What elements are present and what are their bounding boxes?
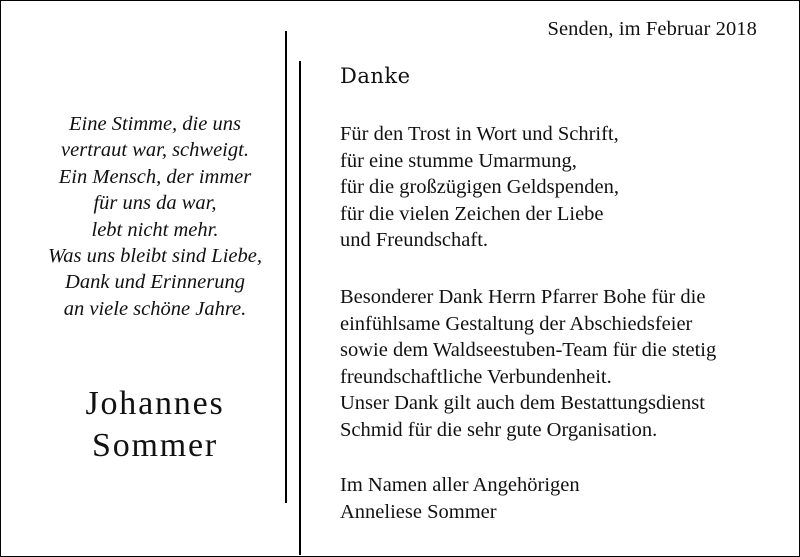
first-name: Johannes — [85, 385, 225, 422]
poem-line: für uns da war, — [93, 192, 217, 215]
signature-line: Im Namen aller Angehörigen — [340, 474, 580, 496]
paragraph-special-thanks — [340, 284, 716, 443]
text-line: für eine stumme Umarmung, — [340, 149, 577, 172]
text-line: einfühlsame Gestaltung der Abschiedsfeier — [340, 312, 693, 335]
divider-line-right — [299, 61, 301, 555]
thanks-text — [340, 64, 780, 523]
text-line: für die großzügigen Geldspenden, — [340, 176, 619, 198]
divider-line-left — [285, 31, 287, 503]
date-line: Senden, im Februar 2018 — [547, 18, 757, 40]
text-line: Unser Dank gilt auch dem Bestattungsdienst — [340, 392, 705, 414]
poem-line: an viele schöne Jahre. — [63, 297, 247, 320]
poem-line: vertraut war, schweigt. — [61, 139, 249, 162]
text-line: und Freundschaft. — [340, 229, 489, 251]
last-name: Sommer — [91, 427, 218, 464]
text-line: für die vielen Zeichen der Liebe — [340, 202, 604, 225]
poem-line: Eine Stimme, die uns — [69, 113, 241, 135]
paragraph-gratitude — [340, 121, 619, 254]
text-line: Für den Trost in Wort und Schrift, — [340, 123, 619, 145]
text-line: freundschaftliche Verbundenheit. — [340, 365, 612, 388]
poem-line: Ein Mensch, der immer — [58, 165, 252, 188]
signature-name: Anneliese Sommer — [340, 500, 497, 523]
deceased-name — [21, 383, 289, 467]
text-line: Schmid für die sehr gute Organisation. — [340, 418, 658, 441]
poem-line: lebt nicht mehr. — [91, 218, 219, 241]
poem-line: Was uns bleibt sind Liebe, — [48, 245, 262, 268]
poem-line: Dank und Erinnerung — [65, 271, 245, 294]
text-line: Besonderer Dank Herrn Pfarrer Bohe für die — [340, 286, 706, 308]
signature-block — [340, 472, 580, 525]
memorial-poem — [21, 111, 289, 322]
text-line: sowie dem Waldseestuben-Team für die stetig — [340, 339, 717, 361]
heading-danke: Danke — [340, 64, 411, 88]
